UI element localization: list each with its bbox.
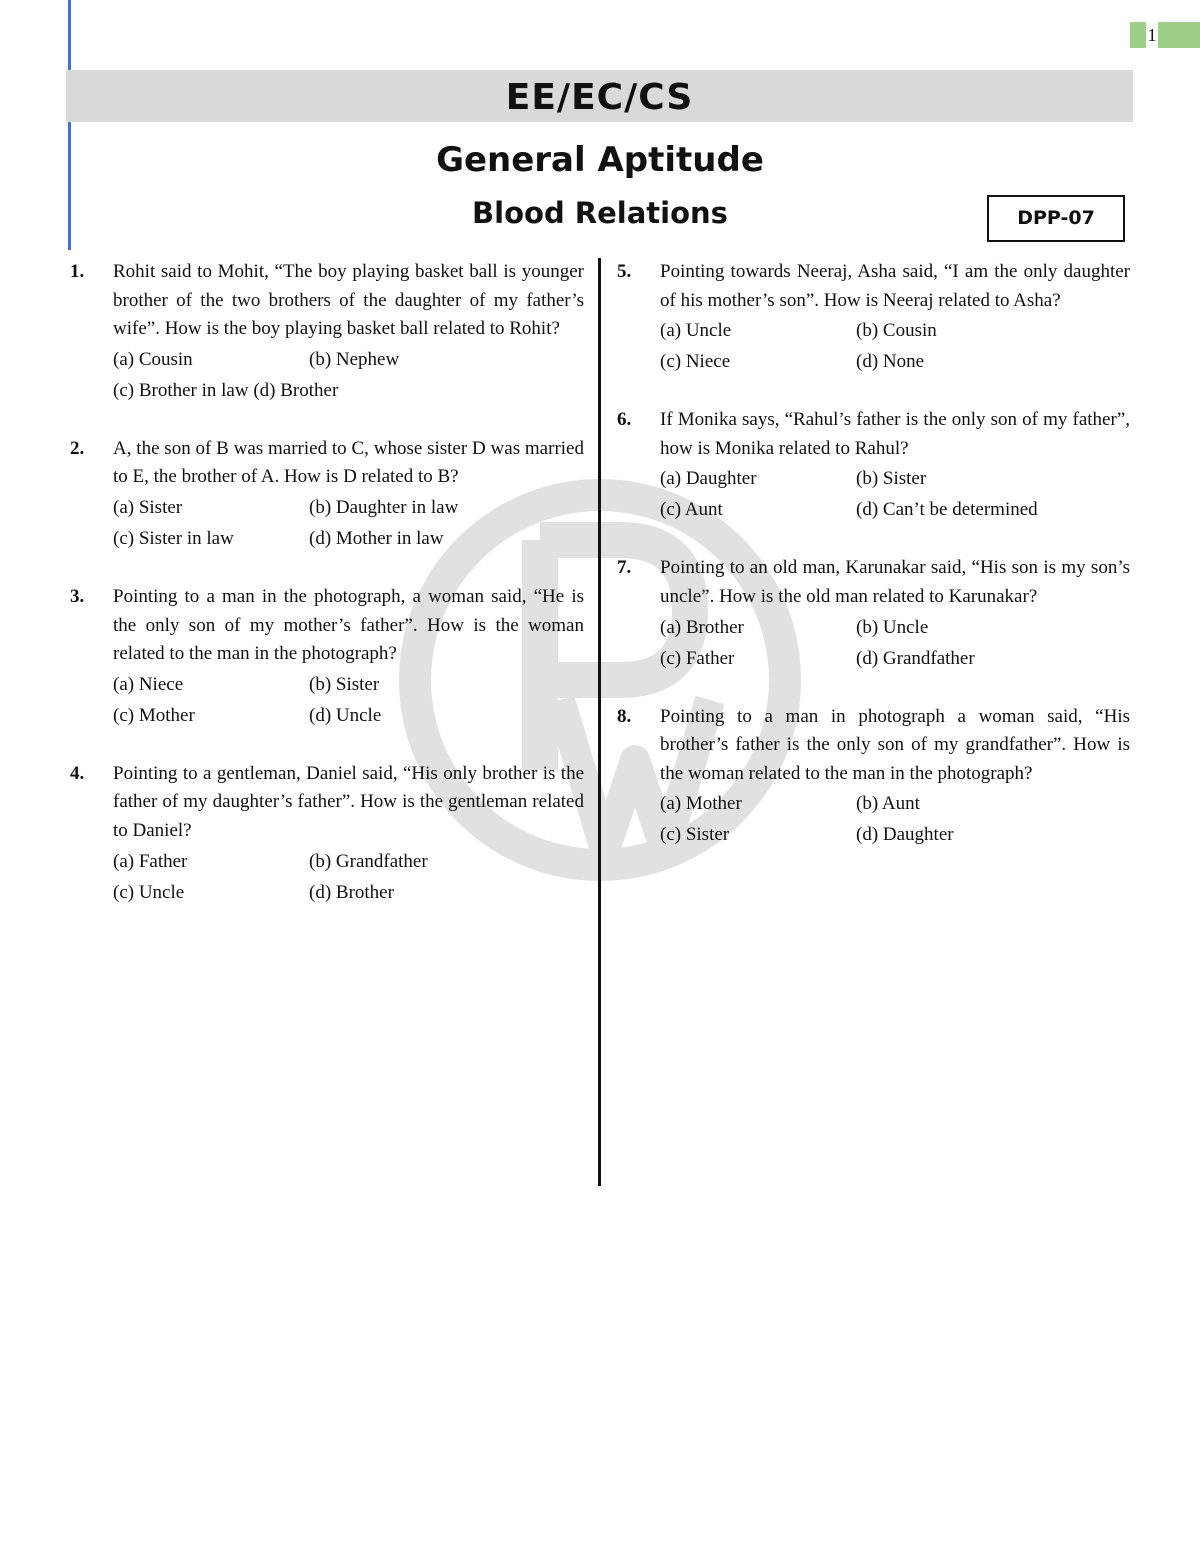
question-number: 7. [617,557,632,579]
option-a: (a) Niece [113,673,184,695]
option-c: (c) Father [660,647,735,669]
subject-title: General Aptitude [436,140,764,180]
question-number: 5. [617,261,632,282]
page-number-box [1130,22,1146,48]
header-banner [66,70,1133,122]
question-3 [70,583,584,731]
option-c: (c) Uncle [113,881,185,903]
option-c-d: (c) Brother in law (d) Brother [113,379,339,401]
column-divider [598,258,601,1186]
question-text: Pointing towards Neeraj, Asha said, “I am the only daughter of his mother’s son”. How is Neeraj related to Asha? [660,261,1130,311]
option-c: (c) Sister in law [113,527,234,549]
option-b: (b) Daughter in law [309,496,459,518]
options [660,315,1130,377]
option-d: (d) Daughter [856,824,954,846]
question-4 [70,760,584,908]
options [113,669,584,731]
option-d: (d) Mother in law [309,527,444,549]
option-d: (d) Brother [309,881,394,903]
options [660,463,1130,525]
topic-title: Blood Relations [472,196,728,230]
option-d: (d) Can’t be determined [856,499,1038,521]
question-7 [617,554,1130,673]
dpp-badge: DPP-07 [987,195,1125,242]
option-c: (c) Mother [113,704,195,726]
option-b: (b) Sister [856,468,927,490]
option-b: (b) Grandfather [309,850,428,872]
option-a: (a) Mother [660,793,742,815]
option-a: (a) Cousin [113,348,193,370]
options [113,846,584,908]
option-d: (d) Uncle [309,704,382,726]
question-number: 6. [617,409,632,431]
question-text: Pointing to a man in photograph a woman said, “His brother’s father is the only son of my grandfather”. How is the woman related to the man in the photograph? [660,705,1130,784]
option-c: (c) Niece [660,351,731,373]
option-b: (b) Cousin [856,320,937,342]
question-5 [617,258,1130,377]
question-number: 8. [617,705,632,727]
option-a: (a) Uncle [660,320,732,342]
question-text: Pointing to an old man, Karunakar said, “His son is my son’s uncle”. How is the old man related to Karunakar? [660,557,1130,607]
question-text: Rohit said to Mohit, “The boy playing basket ball is younger brother of the two brothers of the daughter of my father’s wife”. How is the boy playing basket ball related to Rohit? [113,261,584,340]
right-column [617,258,1130,850]
option-d: (d) None [856,351,925,373]
option-a: (a) Sister [113,496,183,518]
question-number: 4. [70,762,85,784]
option-a: (a) Father [113,850,188,872]
question-text: A, the son of B was married to C, whose sister D was married to E, the brother of A. How is D related to B? [113,437,584,488]
question-text: If Monika says, “Rahul’s father is the only son of my father”, how is Monika related to Rahul? [660,409,1130,459]
question-number: 3. [70,585,85,607]
options [660,788,1130,850]
page-number-strip [1158,22,1200,48]
question-1 [70,258,584,406]
options [113,492,584,554]
question-number: 1. [70,261,85,282]
question-8 [617,703,1130,851]
question-6 [617,406,1130,525]
options [660,612,1130,674]
left-column [70,258,584,908]
page-number: 1 [1147,25,1157,45]
question-2 [70,435,584,554]
option-c: (c) Sister [660,824,730,846]
option-c: (c) Aunt [660,499,723,521]
option-d: (d) Grandfather [856,647,975,669]
question-text: Pointing to a gentleman, Daniel said, “His only brother is the father of my daughter’s father”. How is the gentleman related to Daniel? [113,762,584,841]
option-a: (a) Brother [660,616,744,638]
options [113,344,584,406]
option-b: (b) Nephew [309,348,400,370]
option-b: (b) Uncle [856,616,929,638]
option-b: (b) Sister [309,673,380,695]
banner-title: EE/EC/CS [505,77,694,118]
question-number: 2. [70,437,85,459]
question-text: Pointing to a man in the photograph, a woman said, “He is the only son of my mother’s father”. How is the woman related to the man in the photograph? [113,585,584,665]
option-b: (b) Aunt [856,793,920,815]
option-a: (a) Daughter [660,468,757,490]
